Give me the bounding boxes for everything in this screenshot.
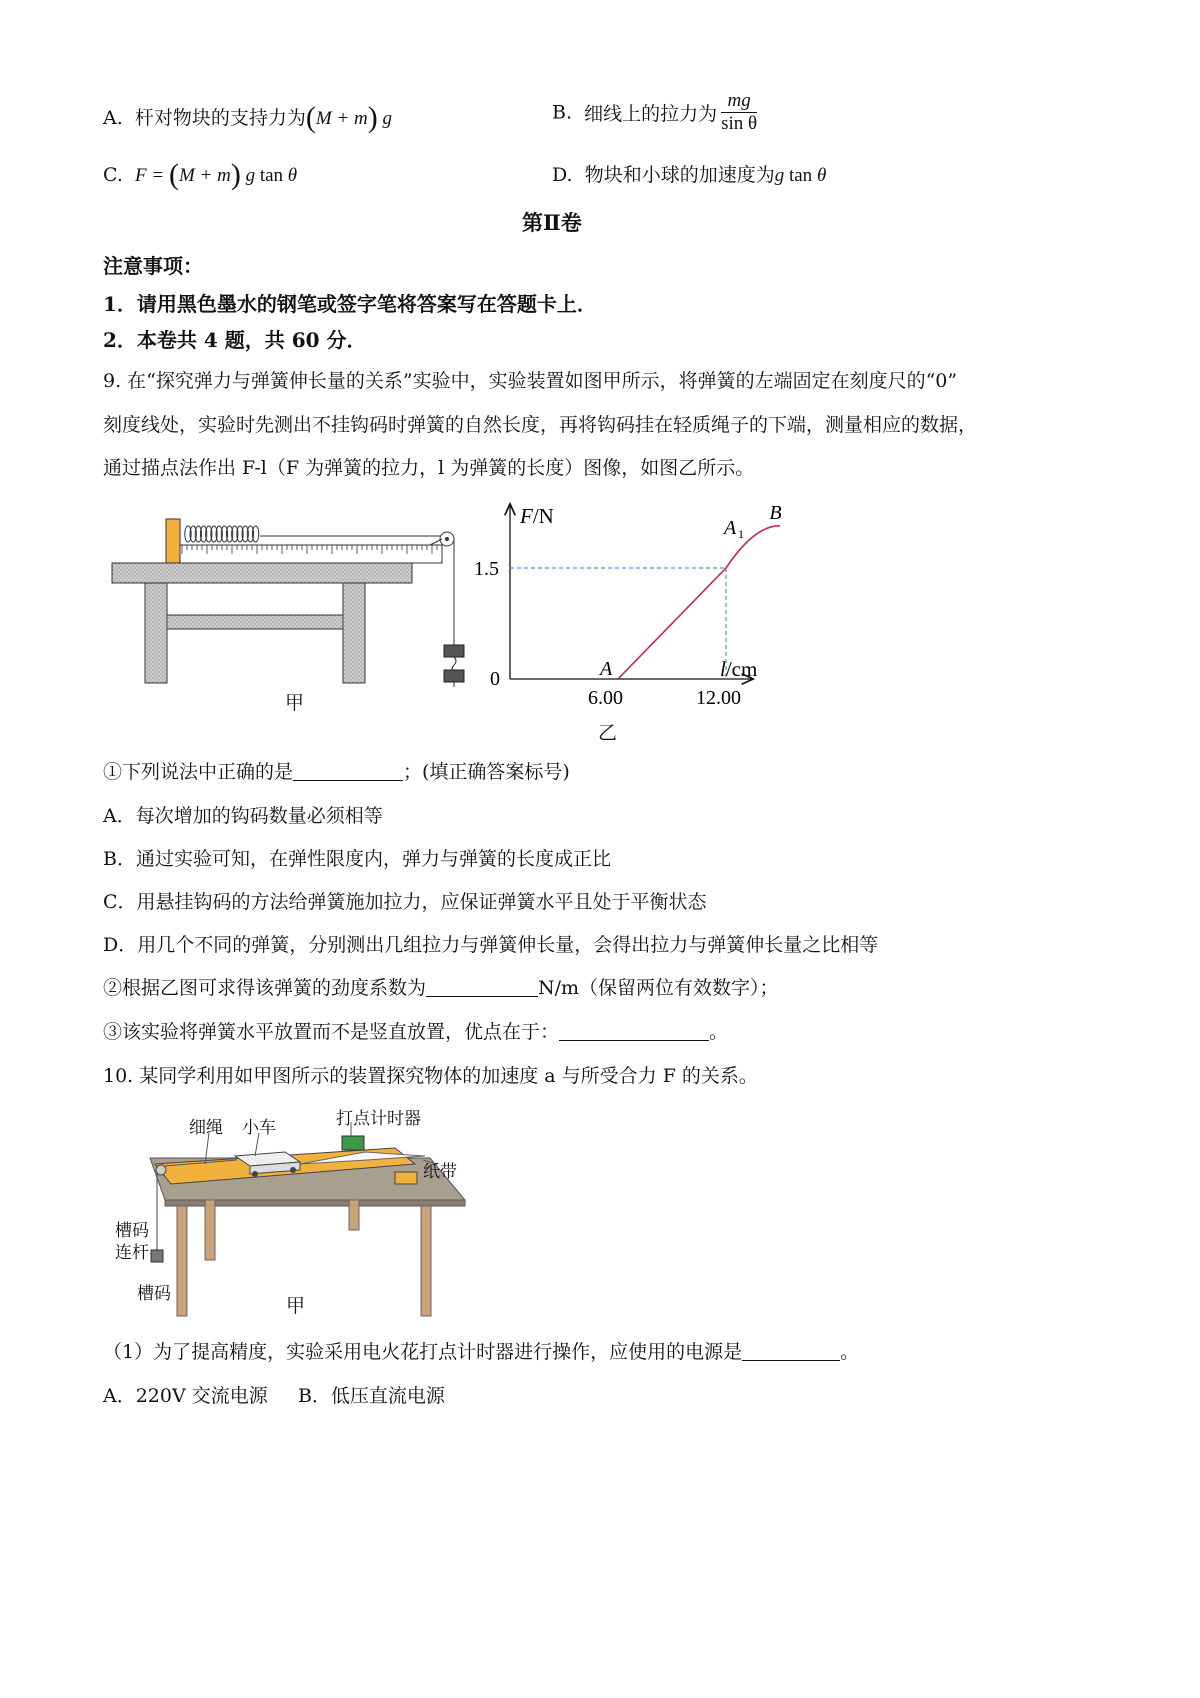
q9-part-1: ①下列说法中正确的是 ；(填正确答案标号)	[103, 761, 570, 783]
q9-part-3: ③该实验将弹簧水平放置而不是竖直放置，优点在于： 。	[103, 1021, 729, 1043]
label-rod: 槽码	[115, 1221, 149, 1241]
label-tape: 纸带	[423, 1162, 457, 1182]
fig-jia-caption: 甲	[285, 692, 305, 714]
q9-option-a: A．每次增加的钩码数量必须相等	[103, 805, 383, 827]
q9-stem-line-1: 9. 在“探究弹力与弹簧伸长量的关系”实验中，实验装置如图甲所示，将弹簧的左端固定在刻度尺的“0”	[103, 370, 958, 392]
answer-blank[interactable]	[293, 762, 403, 781]
notice-item-2: 2．本卷共 4 题，共 60 分．	[103, 328, 367, 352]
answer-blank[interactable]	[742, 1342, 840, 1361]
label-rod-2: 连杆	[115, 1243, 149, 1263]
y-tick-label: 1.5	[474, 558, 499, 580]
q10-options: A．220V 交流电源 B．低压直流电源	[103, 1385, 445, 1407]
q10-stem: 10. 某同学利用如甲图所示的装置探究物体的加速度 a 与所受合力 F 的关系。	[103, 1065, 758, 1087]
q10-part-1: （1）为了提高精度，实验采用电火花打点计时器进行操作，应使用的电源是 。	[103, 1341, 860, 1363]
point-label-a1: A	[724, 517, 737, 539]
fig-yi-caption: 乙	[598, 722, 618, 744]
q9-stem-line-2: 刻度线处，实验时先测出不挂钩码时弹簧的自然长度，再将钩码挂在轻质绳子的下端，测量相应的数据，	[103, 414, 978, 436]
x-axis-label: l/cm	[720, 657, 758, 681]
notice-item-1: 1．请用黑色墨水的钢笔或签字笔将答案写在答题卡上．	[103, 292, 597, 316]
chart-f-l	[470, 495, 790, 720]
label-timer: 打点计时器	[336, 1109, 421, 1129]
q9-option-c: C．用悬挂钩码的方法给弹簧施加拉力，应保证弹簧水平且处于平衡状态	[103, 891, 707, 913]
label-rope: 细绳	[189, 1118, 223, 1138]
x-tick-label: 6.00	[588, 687, 623, 709]
option-b: B. 细线上的拉力为 $\frac{mg}{\text{sin θ}}$	[552, 90, 758, 134]
q9-part-2: ②根据乙图可求得该弹簧的劲度系数为 N/m（保留两位有效数字）；	[103, 977, 779, 999]
fig-q10-caption: 甲	[286, 1295, 306, 1317]
point-label-b: B	[769, 502, 782, 524]
figure-spring-apparatus	[100, 505, 500, 715]
section-title: 第Ⅱ卷	[522, 210, 582, 235]
q9-stem-line-3: 通过描点法作出 F-l（F 为弹簧的拉力，l 为弹簧的长度）图像，如图乙所示。	[103, 457, 755, 479]
answer-blank[interactable]	[426, 978, 538, 997]
option-a: A. 杆对物块的支持力为(M + m) g	[103, 101, 392, 134]
label-weight: 槽码	[137, 1284, 171, 1304]
x-tick-label: 12.00	[696, 687, 741, 709]
q9-option-d: D．用几个不同的弹簧，分别测出几组拉力与弹簧伸长量，会得出拉力与弹簧伸长量之比相等	[103, 934, 879, 956]
answer-blank[interactable]	[559, 1022, 709, 1041]
point-label-a: A	[600, 658, 613, 680]
origin-label: 0	[490, 668, 500, 690]
notice-heading: 注意事项：	[103, 254, 203, 278]
option-c: C. F = (M + m) g tan θ	[103, 158, 298, 191]
q9-option-b: B．通过实验可知，在弹性限度内，弹力与弹簧的长度成正比	[103, 848, 611, 870]
y-axis-label: F/N	[520, 504, 554, 528]
option-d: D. 物块和小球的加速度为g tan θ	[552, 164, 827, 186]
point-label-a1-subscript: 1	[738, 527, 744, 541]
label-cart: 小车	[242, 1118, 276, 1138]
